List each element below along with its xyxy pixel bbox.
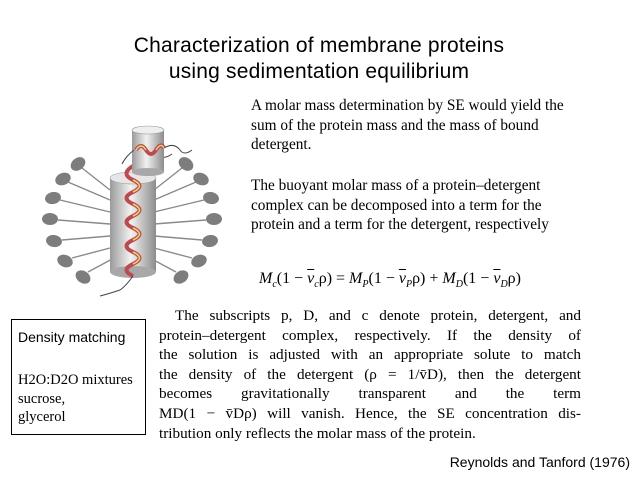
body-line-3: the solution is adjusted with an appropriate solute to match	[159, 346, 581, 364]
box-title: Density matching	[18, 329, 126, 345]
paragraph-buoyant-mass: The buoyant molar mass of a protein–detergent complex can be decomposed into a term for the protein and a term for the detergent, respectively	[251, 177, 549, 233]
body-line-7: tribution only reflects the molar mass of the protein.	[159, 424, 476, 442]
body-line-2: protein–detergent complex, respectively. If the density of	[159, 326, 581, 344]
body-line-4: the density of the detergent (ρ = 1/v̄D), then the detergent	[159, 365, 581, 383]
box-line-3: glycerol	[18, 409, 66, 425]
protein-micelle-illustration	[22, 120, 254, 300]
density-matching-box	[11, 319, 146, 435]
title-line-2: using sedimentation equilibrium	[168, 60, 470, 83]
title-line-1: Characterization of membrane proteins	[133, 34, 505, 57]
body-line-5: becomes gravitationally transparent and the term	[159, 385, 581, 403]
paragraph-molar-mass: A molar mass determination by SE would yield the sum of the protein mass and the mass of bound detergent.	[251, 97, 564, 153]
body-line-6: MD(1 − v̄Dρ) will vanish. Hence, the SE concentration dis-	[159, 404, 581, 422]
box-line-1: H2O:D2O mixtures	[18, 372, 133, 388]
body-paragraph	[159, 306, 581, 443]
body-line-1: The subscripts p, D, and c denote protein, detergent, and	[175, 307, 581, 324]
slide-title	[0, 33, 638, 85]
buoyant-mass-equation: $M_c(1 - \overline{v}_c\rho) = M_P(1 - \overline{v}_P\rho) + M_D(1 - \overline{v}_D\rho)$	[259, 270, 521, 291]
reference-citation: Reynolds and Tanford (1976)	[449, 454, 630, 470]
box-line-2: sucrose,	[18, 391, 66, 407]
